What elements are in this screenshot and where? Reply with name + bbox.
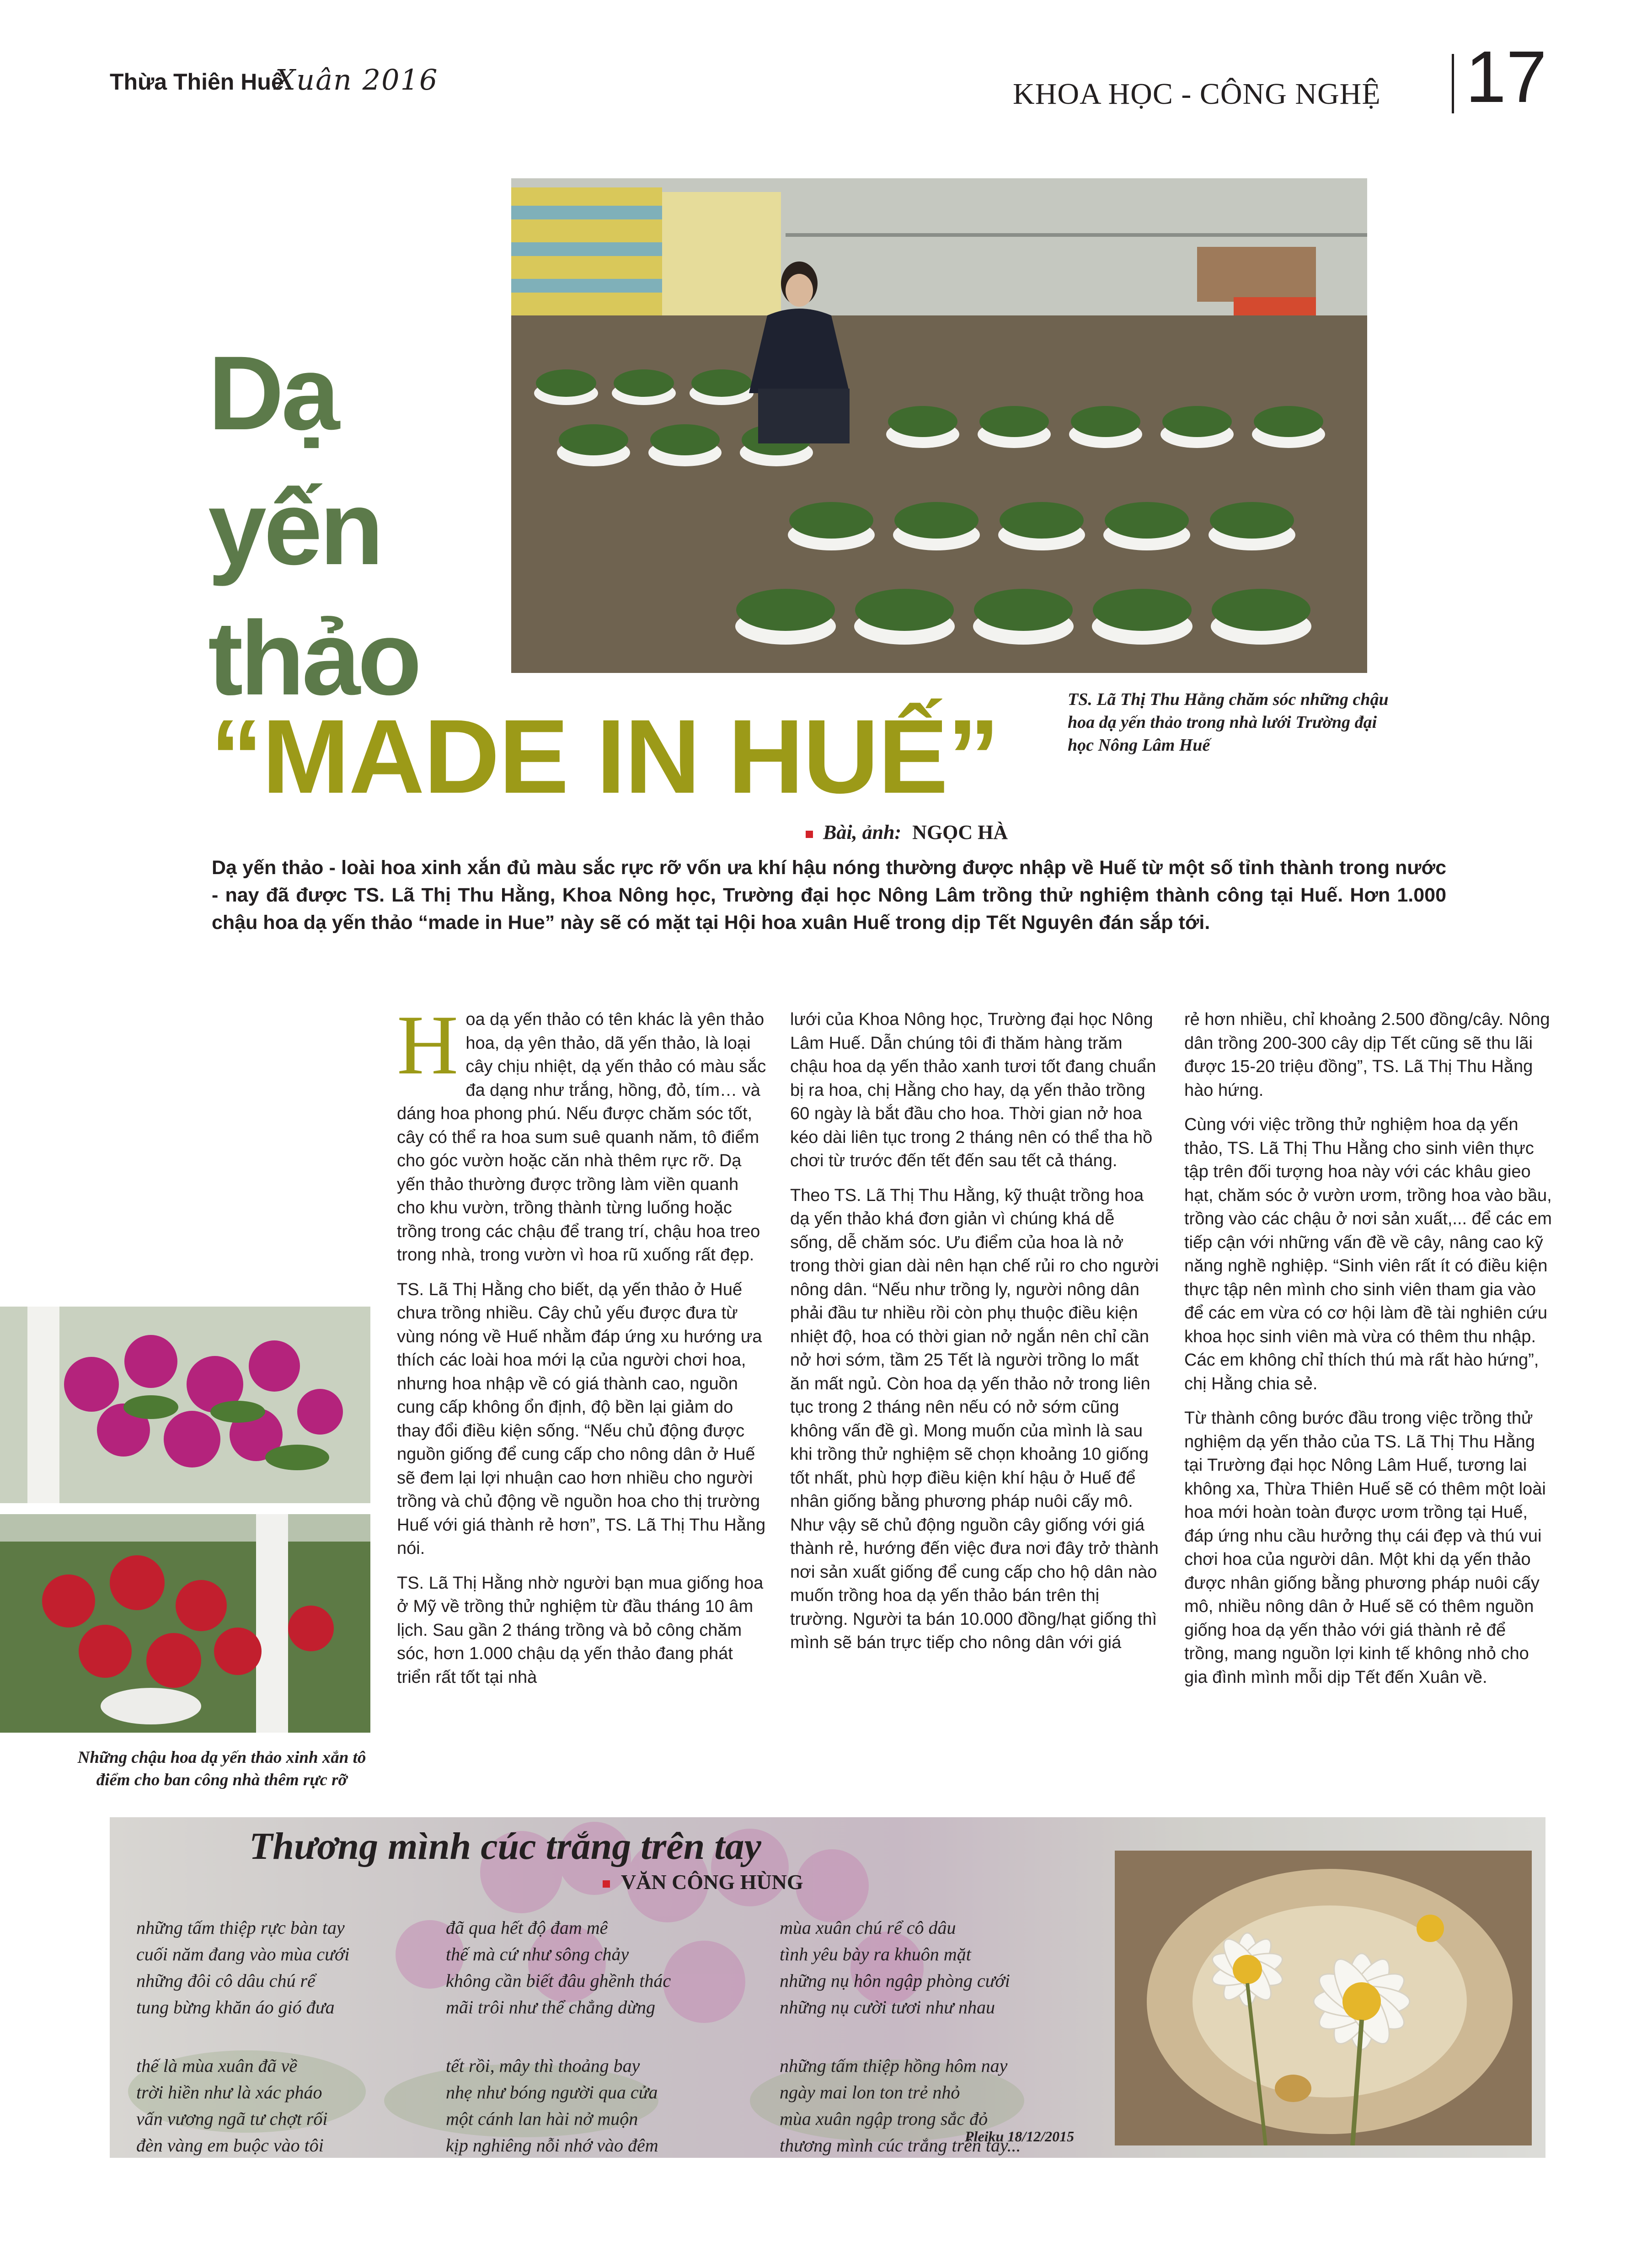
lead-paragraph: Dạ yến thảo - loài hoa xinh xắn đủ màu sắc rực rỡ vốn ưa khí hậu nóng thường được nhập về Huế từ một số tỉnh thành trong nước - nay đã được TS. Lã Thị Thu Hằng, Khoa Nông học, Trường đại học Nông Lâm trồng thử nghiệm thành công tại Huế. Hơn 1.000 chậu hoa dạ yến thảo “made in Hue” này sẽ có mặt tại Hội hoa xuân Huế trong dịp Tết Nguyên đán sắp tới. xyxy=(212,857,1446,934)
red-square-icon xyxy=(603,1880,610,1888)
header-divider xyxy=(1452,54,1454,113)
article-column-1 xyxy=(397,998,766,1700)
poem-date: Pleiku 18/12/2015 xyxy=(965,2128,1075,2145)
poem-line: vấn vương ngã tư chợt rối xyxy=(136,2108,328,2129)
section-title: KHOA HỌC - CÔNG NGHỆ xyxy=(1013,77,1381,111)
poem-line: đèn vàng em buộc vào tôi xyxy=(136,2135,324,2156)
page-number: 17 xyxy=(1465,36,1547,117)
poem-author-name: VĂN CÔNG HÙNG xyxy=(621,1870,803,1894)
red-petunia-illustration xyxy=(0,1514,370,1733)
main-photo-caption: TS. Lã Thị Thu Hằng chăm sóc những chậu hoa dạ yến thảo trong nhà lưới Trường đại học Nông Lâm Huế xyxy=(1068,690,1389,755)
poem-line: mùa xuân chú rể cô dâu xyxy=(780,1917,956,1938)
poem-line: những đôi cô dâu chú rể xyxy=(136,1970,315,1991)
poem-title: Thương mình cúc trắng trên tay xyxy=(249,1825,761,1868)
poem-line: tình yêu bày ra khuôn mặt xyxy=(780,1944,971,1964)
greenhouse-photo xyxy=(511,178,1367,673)
byline xyxy=(806,821,1008,844)
poem-line: những tấm thiệp rực bàn tay xyxy=(136,1917,345,1938)
poem-line: một cánh lan hài nở muộn xyxy=(446,2108,638,2129)
side-photo-caption: Những chậu hoa dạ yến thảo xinh xắn tô điểm cho ban công nhà thêm rực rỡ xyxy=(77,1748,366,1789)
poem-line: kịp nghiêng nỗi nhớ vào đêm xyxy=(446,2135,658,2156)
paragraph: lưới của Khoa Nông học, Trường đại học Nông Lâm Huế. Dẫn chúng tôi đi thăm hàng trăm chậu hoa dạ yến thảo xanh tươi tốt đang chuẩn bị ra hoa, chị Hằng cho hay, dạ yến thảo trồng 60 ngày là bắt đầu cho hoa. Thời gian nở hoa kéo dài liên tục trong 2 tháng nên có thể tha hồ chơi từ trước đến tết đến sau tết cả tháng. xyxy=(790,1010,1156,1170)
paragraph: Theo TS. Lã Thị Thu Hằng, kỹ thuật trồng hoa dạ yến thảo khá đơn giản vì chúng khá dễ sống, dễ chăm sóc. Ưu điểm của hoa là nở trong thời gian dài nên hạn chế rủi ro cho người nông dân. “Nếu như trồng ly, người nông dân phải đầu tư nhiều rồi còn phụ thuộc điều kiện nhiệt độ, hoa có thời gian nở ngắn nên chỉ cần nở hơi sớm, tầm 25 Tết là người trồng lo mất ăn mất ngủ. Còn hoa dạ yến thảo nở trong liên tục trong 2 tháng nên nếu có nở sớm cũng không vấn đề gì. Mong muốn của mình là sau khi trồng thử nghiệm sẽ chọn khoảng 10 giống tốt nhất, phù hợp điều kiện khí hậu ở Huế để nhân giống bằng phương pháp nuôi cấy mô. Như vậy sẽ chủ động nguồn cây giống với giá thành rẻ, hướng đến việc đưa nơi đây trở thành nơi sản xuất giống để cung cấp cho hộ dân nào muốn trồng hoa dạ yến thảo bán trên thị trường. Người ta bán 10.000 đồng/hạt giống thì mình sẽ bán trực tiếp cho nông dân với giá xyxy=(790,1185,1159,1652)
poem-line: những nụ cười tươi như nhau xyxy=(780,1997,995,2017)
purple-petunia-illustration xyxy=(0,1307,370,1503)
title-line-1: Dạ xyxy=(208,334,337,452)
poem-line: thương mình cúc trắng trên tay... xyxy=(780,2135,1021,2156)
poem-line: tết rồi, mây thì thoảng bay xyxy=(446,2055,640,2076)
poem-line: nhẹ như bóng người qua cửa xyxy=(446,2082,658,2103)
poem-line: mùa xuân ngập trong sắc đỏ xyxy=(780,2108,988,2129)
article-column-2 xyxy=(790,1008,1160,1666)
poem-stanza-5 xyxy=(780,1915,1010,2021)
byline-author: NGỌC HÀ xyxy=(912,821,1008,843)
poem-line: thế là mùa xuân đã về xyxy=(136,2055,298,2076)
red-square-icon xyxy=(806,831,813,838)
publication-name: Thừa Thiên Huế xyxy=(110,69,284,95)
poem-author xyxy=(603,1870,803,1894)
paragraph: TS. Lã Thị Hằng nhờ người bạn mua giống hoa ở Mỹ về trồng thử nghiệm từ đầu tháng 10 âm lịch. Sau gần 2 tháng trồng và bỏ công chăm sóc, hơn 1.000 chậu dạ yến thảo đang phát triển rất tốt tại nhà xyxy=(397,1573,764,1687)
poem-line: mãi trôi như thể chẳng dừng xyxy=(446,1997,656,2017)
issue-label: Xuân 2016 xyxy=(275,63,438,96)
poem-line: không cần biết đâu ghềnh thác xyxy=(446,1970,671,1991)
paragraph: rẻ hơn nhiều, chỉ khoảng 2.500 đồng/cây. Nông dân trồng 200-300 cây dịp Tết cũng sẽ thu lãi được 15-20 triệu đồng”, TS. Lã Thị Thu Hằng hào hứng. xyxy=(1184,1010,1550,1100)
paragraph: Từ thành công bước đầu trong việc trồng thử nghiệm dạ yến thảo của TS. Lã Thị Thu Hằng tại Trường đại học Nông Lâm Huế, tương lai không xa, Thừa Thiên Huế sẽ có thêm một loài hoa mới hoàn toàn được ươm trồng tại Huế, đáp ứng nhu cầu hưởng thụ cái đẹp và thú vui chơi hoa của người dân. Một khi dạ yến thảo được nhân giống bằng phương pháp nuôi cấy mô, nhiều nông dân ở Huế sẽ có thêm nguồn giống hoa dạ yến thảo với giá thành rẻ để trồng, mang nguồn lợi kinh tế không nhỏ cho gia đình mình mỗi dịp Tết đến Xuân về. xyxy=(1184,1409,1546,1687)
poem-line: những nụ hôn ngập phòng cưới xyxy=(780,1970,1010,1991)
paragraph: Cùng với việc trồng thử nghiệm hoa dạ yến thảo, TS. Lã Thị Thu Hằng cho sinh viên thực tập trên đối tượng hoa này với các khâu gieo hạt, chăm sóc ở vườn ươm, trồng hoa vào bầu, trồng vào các chậu ở nơi sản xuất,... để các em tiếp cận với những vấn đề về cây, nâng cao kỹ năng nghề nghiệp. “Sinh viên rất ít có điều kiện thực tập nên mình cho sinh viên tham gia vào để các em vừa có cơ hội làm đề tài nghiên cứu khoa học sinh viên mà vừa có thêm thu nhập. Các em không chỉ thích thú mà rất hào hứng”, chị Hằng chia sẻ. xyxy=(1184,1115,1552,1393)
byline-label: Bài, ảnh: xyxy=(823,821,902,843)
poem-stanza-4 xyxy=(446,2053,658,2159)
daisy-painting xyxy=(1115,1851,1532,2145)
paragraph-text: oa dạ yến thảo có tên khác là yên thảo hoa, dạ yên thảo, dã yến thảo, là loại cây chịu nhiệt, dạ yến thảo có màu sắc đa dạng như trắng, hồng, đỏ, tím… và dáng hoa phong phú. Nếu được chăm sóc tốt, cây có thể ra hoa sum suê quanh năm, tô điểm cho góc vườn hoặc căn nhà thêm rực rỡ. Dạ yến thảo thường được trồng làm viền quanh cho khu vườn, trồng thành từng luống hoặc trồng trong các chậu để trang trí, chậu hoa treo trong nhà, trong vườn vì hoa rũ xuống rất đẹp. xyxy=(397,1010,766,1265)
title-line-2: yến xyxy=(208,469,381,587)
drop-cap: H xyxy=(397,998,459,1092)
poem-line: trời hiền như là xác pháo xyxy=(136,2082,322,2103)
title-line-4: “MADE IN HUẾ” xyxy=(210,698,999,815)
greenhouse-illustration xyxy=(511,178,1367,673)
daisy-illustration xyxy=(1115,1851,1532,2145)
poem-stanza-1 xyxy=(136,1915,349,2021)
poem-line: ngày mai lon ton trẻ nhỏ xyxy=(780,2082,960,2103)
paragraph xyxy=(397,998,766,1267)
poem-line: thế mà cứ như sông chảy xyxy=(446,1944,629,1964)
poem-line: cuối năm đang vào mùa cưới xyxy=(136,1944,350,1964)
poem-line: những tấm thiệp hồng hôm nay xyxy=(780,2055,1008,2076)
poem-stanza-3 xyxy=(446,1915,671,2021)
poem-line: đã qua hết độ đam mê xyxy=(446,1917,608,1938)
paragraph: TS. Lã Thị Hằng cho biết, dạ yến thảo ở Huế chưa trồng nhiều. Cây chủ yếu được đưa từ vùng nóng về Huế nhằm đáp ứng xu hướng ưa thích các loài hoa mới lạ của người chơi hoa, nhưng hoa nhập về có giá thành cao, nguồn cung cấp không ổn định, độ bền lại giảm do thay đổi điều kiện sống. “Nếu chủ động được nguồn giống để cung cấp cho nông dân ở Huế sẽ đem lại lợi nhuận cao hơn nhiều cho người trồng và chủ động về nguồn hoa cho thị trường Huế với giá thành rẻ hơn”, TS. Lã Thị Thu Hằng nói. xyxy=(397,1280,766,1558)
poem-line: tung bừng khăn áo gió đưa xyxy=(136,1997,335,2017)
hanging-petunia-photo-red xyxy=(0,1514,370,1733)
title-line-3: thảo xyxy=(208,599,419,717)
article-column-3 xyxy=(1184,1008,1554,1700)
hanging-petunia-photo-purple xyxy=(0,1307,370,1503)
poem-stanza-2 xyxy=(136,2053,328,2159)
